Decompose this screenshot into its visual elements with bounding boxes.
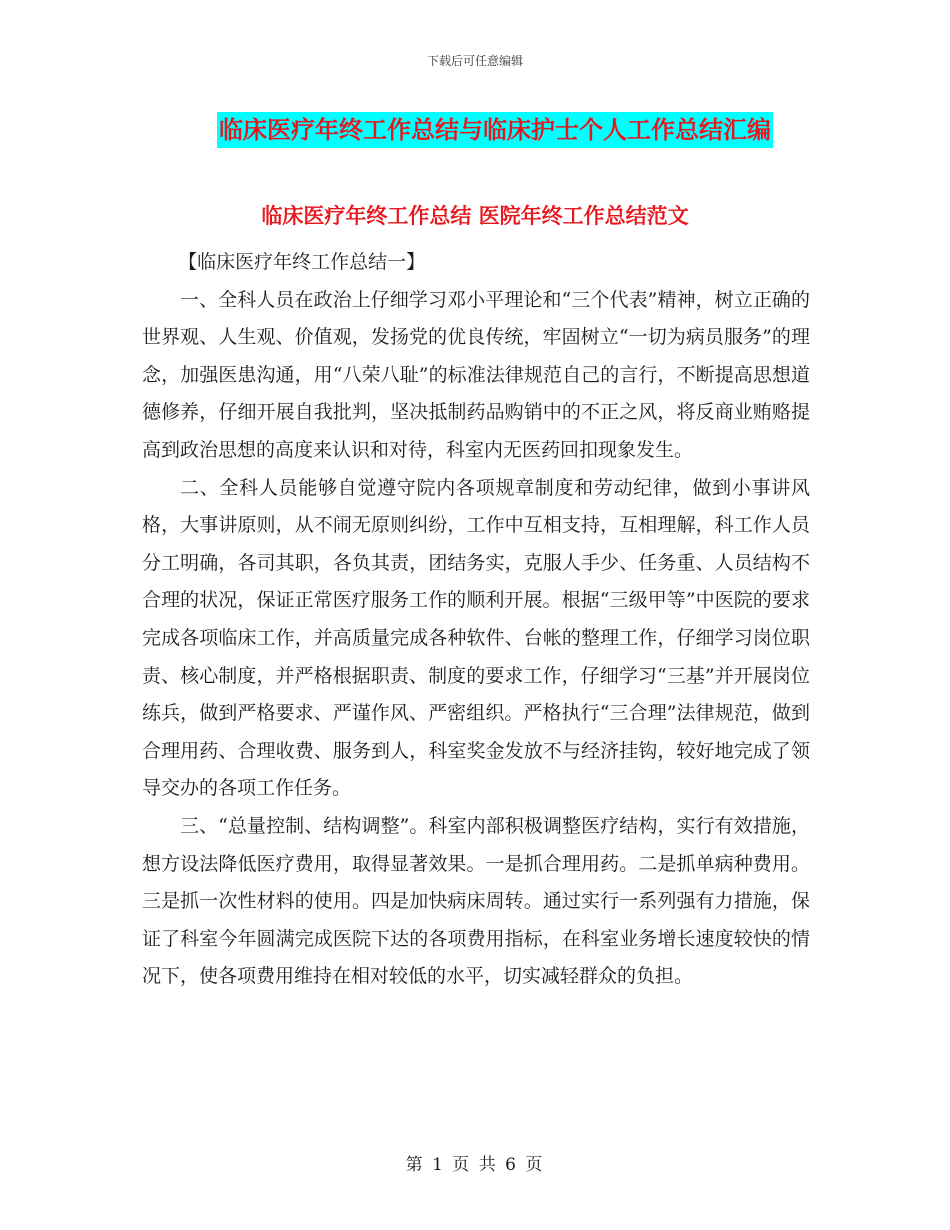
header-note: 下载后可任意编辑 [426, 54, 523, 68]
page-footer: 第 1 页 共 6 页 [405, 1155, 545, 1175]
sub-title: 临床医疗年终工作总结 医院年终工作总结范文 [261, 204, 689, 228]
document-body [142, 244, 810, 996]
main-title: 临床医疗年终工作总结与临床护士个人工作总结汇编 [217, 112, 773, 148]
paragraph-2: 二、全科人员能够自觉遵守院内各项规章制度和劳动纪律，做到小事讲风格，大事讲原则，从不闹无原则纠纷，工作中互相支持，互相理解，科工作人员分工明确，各司其职，各负其责，团结务实，克服人手少、任务重、人员结构不合理的状况，保证正常医疗服务工作的顺利开展。根据“三级甲等”中医院的要求完成各项临床工作，并高质量完成各种软件、台帐的整理工作，仔细学习岗位职责、核心制度，并严格根据职责、制度的要求工作，仔细学习“三基”并开展岗位练兵，做到严格要求、严谨作风、严密组织。严格执行“三合理”法律规范，做到合理用药、合理收费、服务到人，科室奖金发放不与经济挂钩，较好地完成了领导交办的各项工作任务。 [142, 476, 810, 800]
paragraph-3: 三、“总量控制、结构调整”。科室内部积极调整医疗结构，实行有效措施，想方设法降低医疗费用，取得显著效果。一是抓合理用药。二是抓单病种费用。三是抓一次性材料的使用。四是加快病床周转。通过实行一系列强有力措施，保证了科室今年圆满完成医院下达的各项费用指标，在科室业务增长速度较快的情况下，使各项费用维持在相对较低的水平，切实减轻群众的负担。 [142, 814, 810, 988]
main-title-container [0, 112, 950, 148]
section-heading: 【临床医疗年终工作总结一】 [178, 251, 426, 273]
paragraph-1: 一、全科人员在政治上仔细学习邓小平理论和“三个代表”精神，树立正确的世界观、人生观、价值观，发扬党的优良传统，牢固树立“一切为病员服务”的理念，加强医患沟通，用“八荣八耻”的标准法律规范自己的言行，不断提高思想道德修养，仔细开展自我批判，坚决抵制药品购销中的不正之风，将反商业贿赂提高到政治思想的高度来认识和对待，科室内无医药回扣现象发生。 [142, 288, 810, 461]
